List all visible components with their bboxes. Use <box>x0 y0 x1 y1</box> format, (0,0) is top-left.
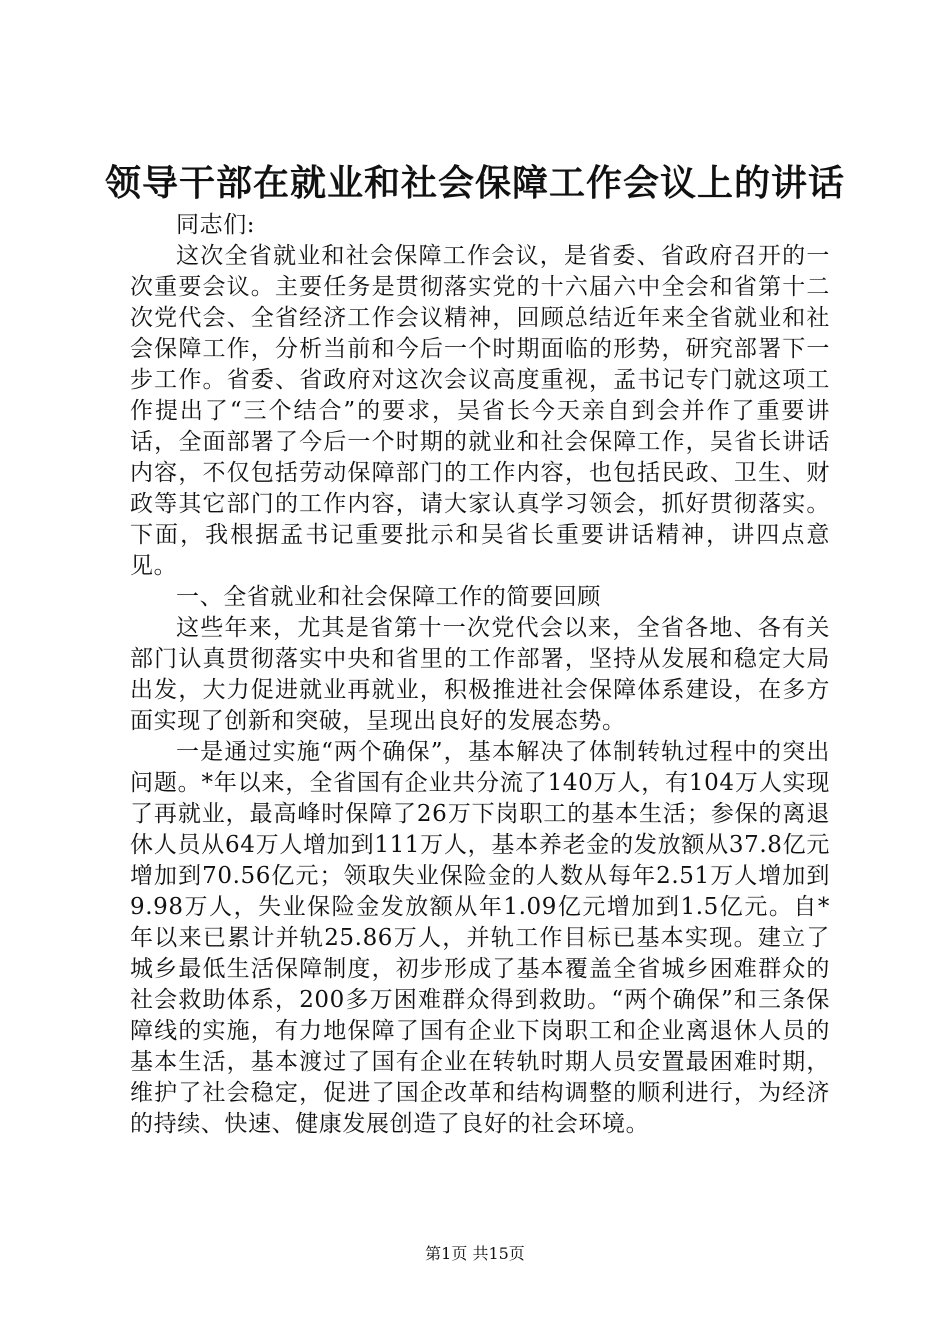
page-footer: 第1页 共15页 <box>425 1244 525 1263</box>
intro-paragraph: 这次全省就业和社会保障工作会议，是省委、省政府召开的一次重要会议。主要任务是贯彻落实党的十六届六中全会和省第十二次党代会、全省经济工作会议精神，回顾总结近年来全省就业和社会保障工作，分析当前和今后一个时期面临的形势，研究部署下一步工作。省委、省政府对这次会议高度重视，孟书记专门就这项工作提出了“三个结合”的要求，吴省长今天亲自到会并作了重要讲话，全面部署了今后一个时期的就业和社会保障工作，吴省长讲话内容，不仅包括劳动保障部门的工作内容，也包括民政、卫生、财政等其它部门的工作内容，请大家认真学习领会，抓好贯彻落实。下面，我根据孟书记重要批示和吴省长重要讲话精神，讲四点意见。 <box>130 243 830 579</box>
document-title: 领导干部在就业和社会保障工作会议上的讲话 <box>104 162 845 204</box>
overview-paragraph: 这些年来，尤其是省第十一次党代会以来，全省各地、各有关部门认真贯彻落实中央和省里的工作部署，坚持从发展和稳定大局出发，大力促进就业再就业，积极推进社会保障体系建设，在多方面实现了创新和突破，呈现出良好的发展态势。 <box>130 615 830 734</box>
salutation-paragraph: 同志们: <box>176 212 256 238</box>
document-body <box>130 210 830 1140</box>
section-heading: 一、全省就业和社会保障工作的简要回顾 <box>176 584 601 610</box>
achievement-paragraph: 一是通过实施“两个确保”，基本解决了体制转轨过程中的突出问题。*年以来，全省国有企业共分流了140万人，有104万人实现了再就业，最高峰时保障了26万下岗职工的基本生活；参保的离退休人员从64万人增加到111万人，基本养老金的发放额从37.8亿元增加到70.56亿元；领取失业保险金的人数从每年2.51万人增加到9.98万人，失业保险金发放额从年1.09亿元增加到1.5亿元。自*年以来已累计并轨25.86万人，并轨工作目标已基本实现。建立了城乡最低生活保障制度，初步形成了基本覆盖全省城乡困难群众的社会救助体系，200多万困难群众得到救助。“两个确保”和三条保障线的实施，有力地保障了国有企业下岗职工和企业离退休人员的基本生活，基本渡过了国有企业在转轨时期人员安置最困难时期，维护了社会稳定，促进了国企改革和结构调整的顺利进行，为经济的持续、快速、健康发展创造了良好的社会环境。 <box>130 739 830 1137</box>
